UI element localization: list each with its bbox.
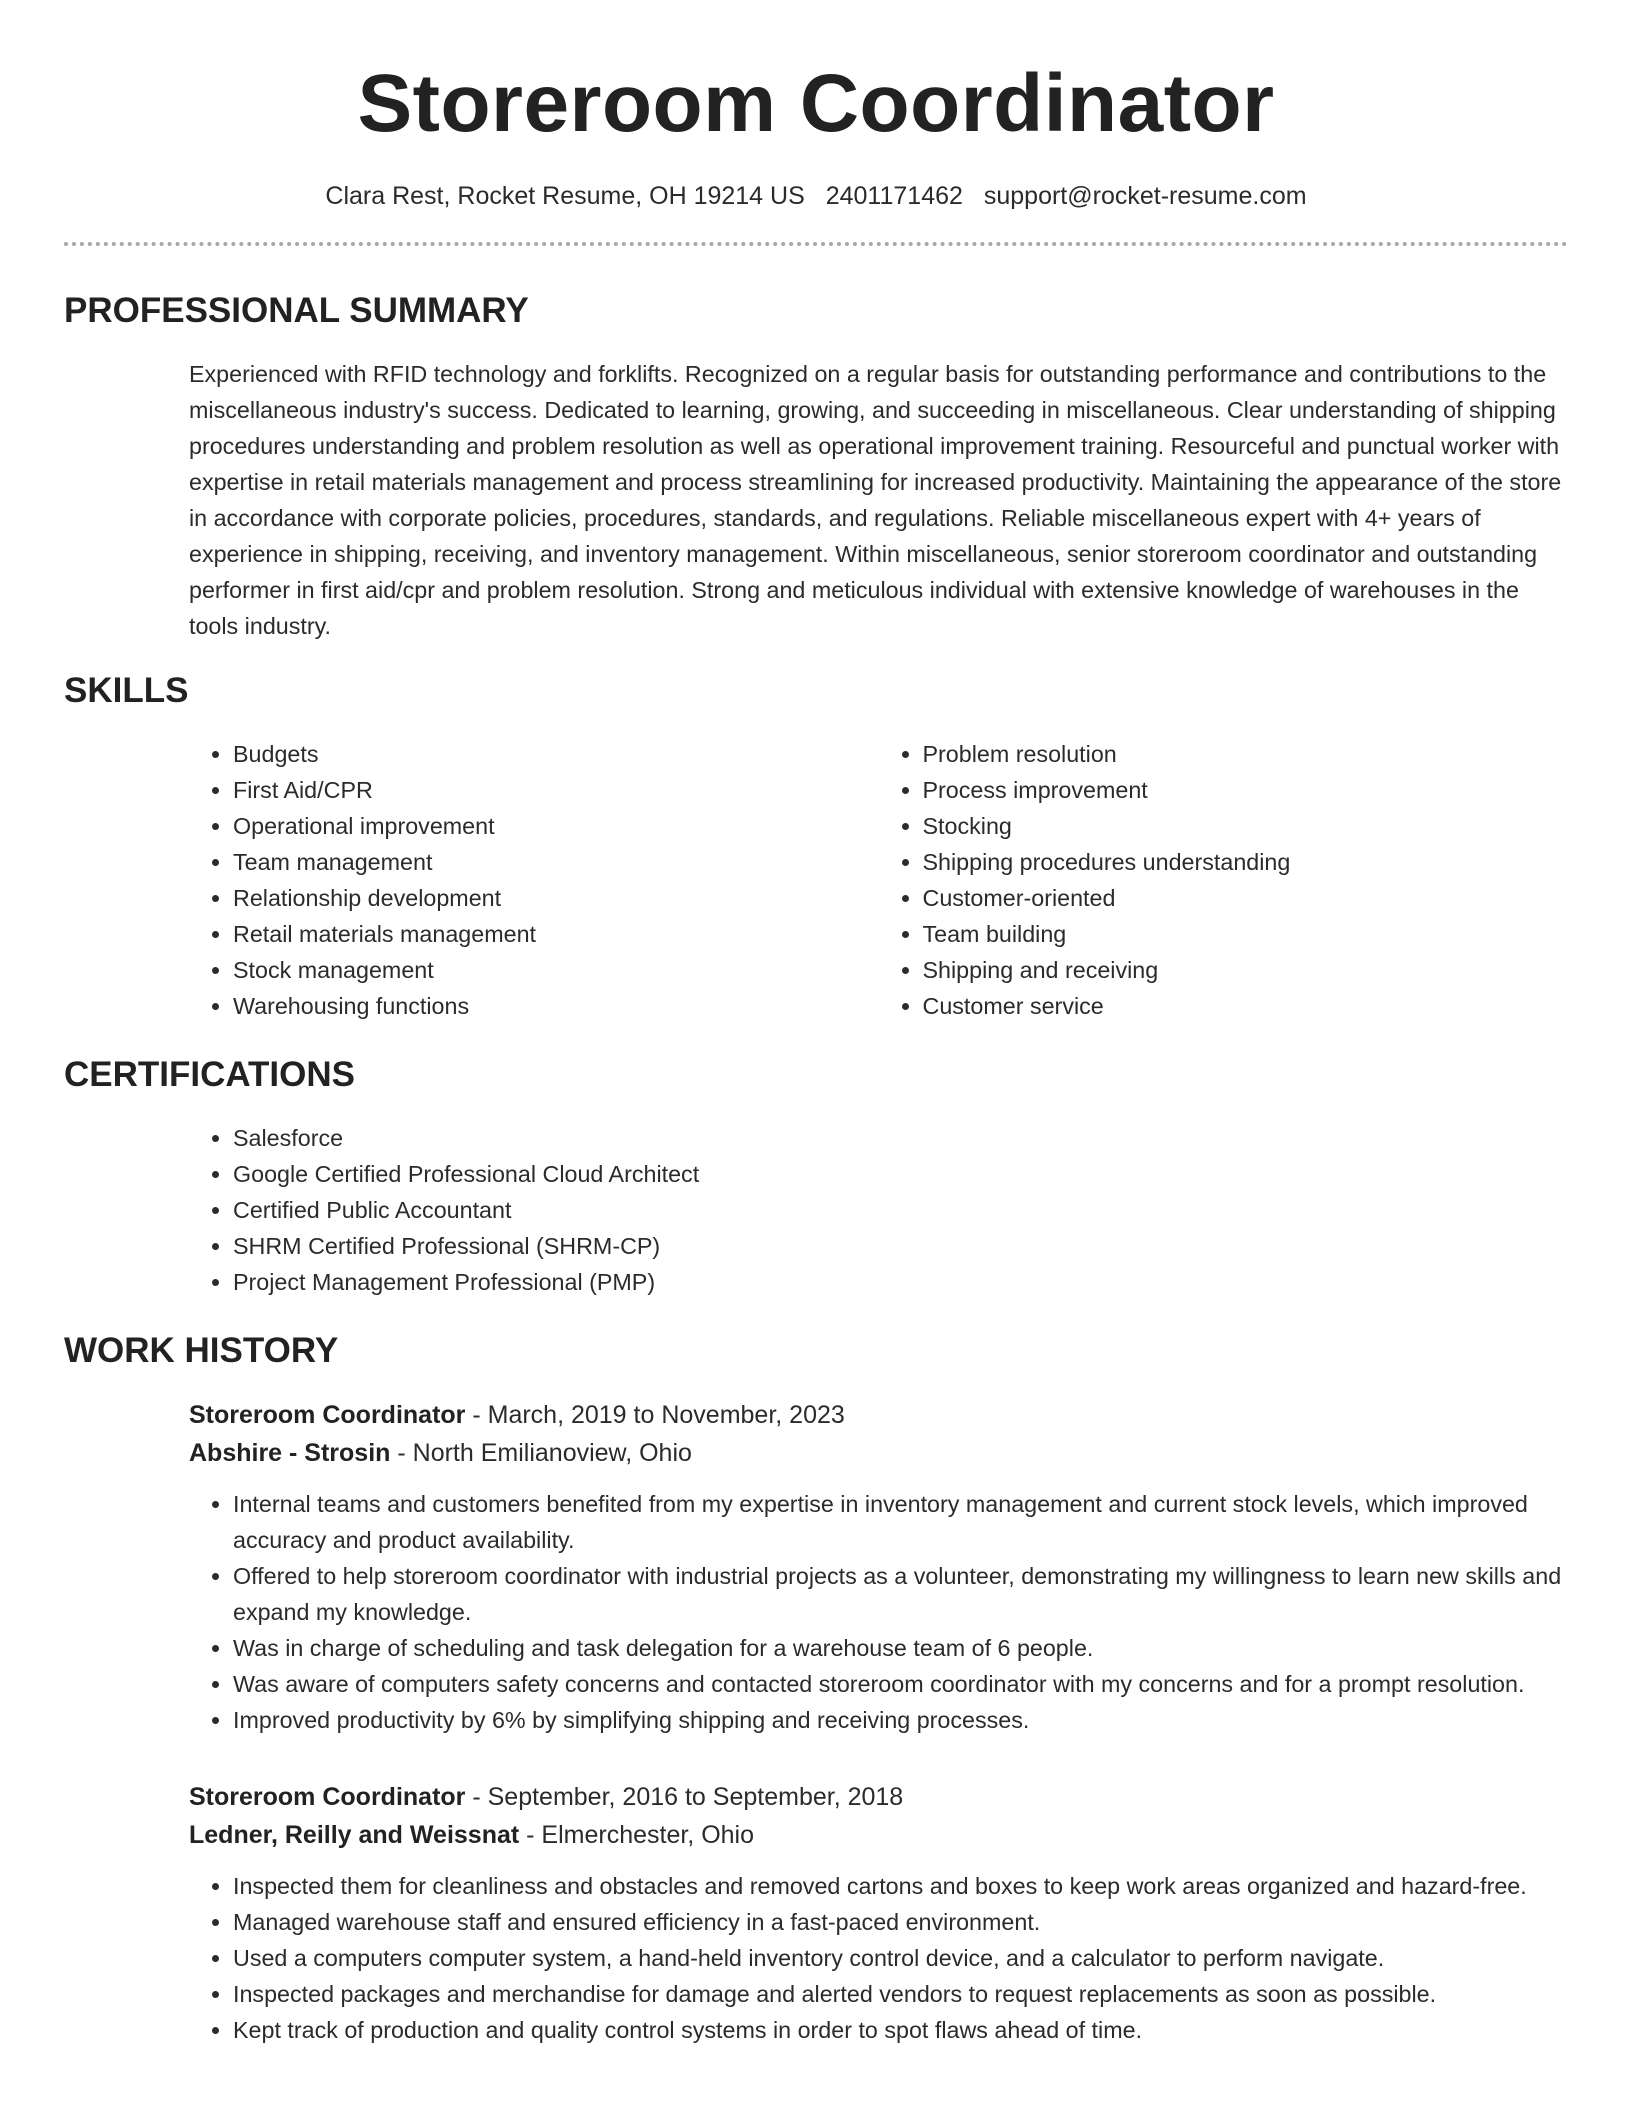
skill-item: • Shipping procedures understanding: [923, 844, 1569, 880]
contact-info: [64, 180, 1568, 212]
certification-item: • Salesforce: [233, 1120, 1568, 1156]
job-bullet: • Inspected them for cleanliness and obstacles and removed cartons and boxes to keep work areas organized and hazard-free.: [233, 1868, 1568, 1904]
resume-header: [64, 0, 1568, 246]
contact-phone: 2401171462: [825, 182, 963, 210]
skill-item: • Budgets: [233, 736, 879, 772]
job-company-line: [189, 1816, 1568, 1854]
skill-item: • Stocking: [923, 808, 1569, 844]
skill-item: • Operational improvement: [233, 808, 879, 844]
page-title: Storeroom Coordinator: [357, 58, 1275, 149]
skill-item: • First Aid/CPR: [233, 772, 879, 808]
section-work-history: [64, 1330, 1568, 2048]
skills-list-left: [189, 736, 879, 1024]
job-dates: - March, 2019 to November, 2023: [465, 1401, 845, 1429]
job-company: Ledner, Reilly and Weissnat: [189, 1821, 520, 1849]
job-location: - North Emilianoview, Ohio: [390, 1439, 692, 1467]
section-professional-summary: [64, 290, 1568, 644]
skill-item: • Customer-oriented: [923, 880, 1569, 916]
contact-address: Clara Rest, Rocket Resume, OH 19214 US: [325, 182, 805, 210]
job-bullet: • Inspected packages and merchandise for damage and alerted vendors to request replacements as soon as possible.: [233, 1976, 1568, 2012]
header-divider: [64, 242, 1568, 246]
job-bullet: • Offered to help storeroom coordinator with industrial projects as a volunteer, demonstrating my willingness to learn new skills and expand my knowledge.: [233, 1558, 1568, 1630]
skill-item: • Stock management: [233, 952, 879, 988]
skills-list-right: [879, 736, 1569, 1024]
job-bullet: • Improved productivity by 6% by simplifying shipping and receiving processes.: [233, 1702, 1568, 1738]
job-role: Storeroom Coordinator: [189, 1401, 466, 1429]
skill-item: • Customer service: [923, 988, 1569, 1024]
job-bullet: • Managed warehouse staff and ensured efficiency in a fast-paced environment.: [233, 1904, 1568, 1940]
section-title-skills: SKILLS: [64, 671, 189, 710]
certification-item: • Google Certified Professional Cloud Architect: [233, 1156, 1568, 1192]
job-bullet: • Was in charge of scheduling and task delegation for a warehouse team of 6 people.: [233, 1630, 1568, 1666]
certifications-wrap: [189, 1120, 1568, 1300]
section-certifications: [64, 1054, 1568, 1300]
skill-item: • Team management: [233, 844, 879, 880]
job-role: Storeroom Coordinator: [189, 1783, 466, 1811]
job-entry: [189, 1396, 1568, 1738]
skill-item: • Team building: [923, 916, 1569, 952]
job-bullet: • Kept track of production and quality control systems in order to spot flaws ahead of time.: [233, 2012, 1568, 2048]
job-location: - Elmerchester, Ohio: [519, 1821, 755, 1849]
skills-columns: [189, 736, 1568, 1024]
certifications-list: [189, 1120, 1568, 1300]
job-bullet: • Internal teams and customers benefited from my expertise in inventory management and current stock levels, which improved accuracy and product availability.: [233, 1486, 1568, 1558]
job-title-line: [189, 1396, 1568, 1434]
job-bullets: [189, 1486, 1568, 1738]
skill-item: • Relationship development: [233, 880, 879, 916]
skill-item: • Retail materials management: [233, 916, 879, 952]
skill-item: • Problem resolution: [923, 736, 1569, 772]
certification-item: • SHRM Certified Professional (SHRM-CP): [233, 1228, 1568, 1264]
job-title-line: [189, 1778, 1568, 1816]
contact-email: support@rocket-resume.com: [983, 182, 1307, 210]
job-bullets: [189, 1868, 1568, 2048]
job-company-line: [189, 1434, 1568, 1472]
job-bullet: • Was aware of computers safety concerns and contacted storeroom coordinator with my concerns and for a prompt resolution.: [233, 1666, 1568, 1702]
section-title-work-history: WORK HISTORY: [64, 1331, 339, 1370]
job-dates: - September, 2016 to September, 2018: [465, 1783, 904, 1811]
section-skills: [64, 670, 1568, 1024]
job-bullet: • Used a computers computer system, a hand-held inventory control device, and a calculator to perform navigate.: [233, 1940, 1568, 1976]
certification-item: • Project Management Professional (PMP): [233, 1264, 1568, 1300]
job-company: Abshire - Strosin: [189, 1439, 391, 1467]
section-title-summary: PROFESSIONAL SUMMARY: [64, 291, 529, 330]
section-title-certifications: CERTIFICATIONS: [64, 1055, 356, 1094]
summary-paragraph: Experienced with RFID technology and forklifts. Recognized on a regular basis for outstanding performance and contributions to the miscellaneous industry's success. Dedicated to learning, growing, and succeeding in miscellaneous. Clear understanding of shipping procedures understanding and problem resolution as well as operational improvement training. Resourceful and punctual worker with expertise in retail materials management and process streamlining for increased productivity. Maintaining the appearance of the store in accordance with corporate policies, procedures, standards, and regulations. Reliable miscellaneous expert with 4+ years of experience in shipping, receiving, and inventory management. Within miscellaneous, senior storeroom coordinator and outstanding performer in first aid/cpr and problem resolution. Strong and meticulous individual with extensive knowledge of warehouses in the tools industry.: [189, 361, 1562, 639]
skill-item: • Shipping and receiving: [923, 952, 1569, 988]
resume-page: [64, 0, 1568, 2048]
skill-item: • Process improvement: [923, 772, 1569, 808]
skill-item: • Warehousing functions: [233, 988, 879, 1024]
job-entry: [189, 1778, 1568, 2048]
certification-item: • Certified Public Accountant: [233, 1192, 1568, 1228]
